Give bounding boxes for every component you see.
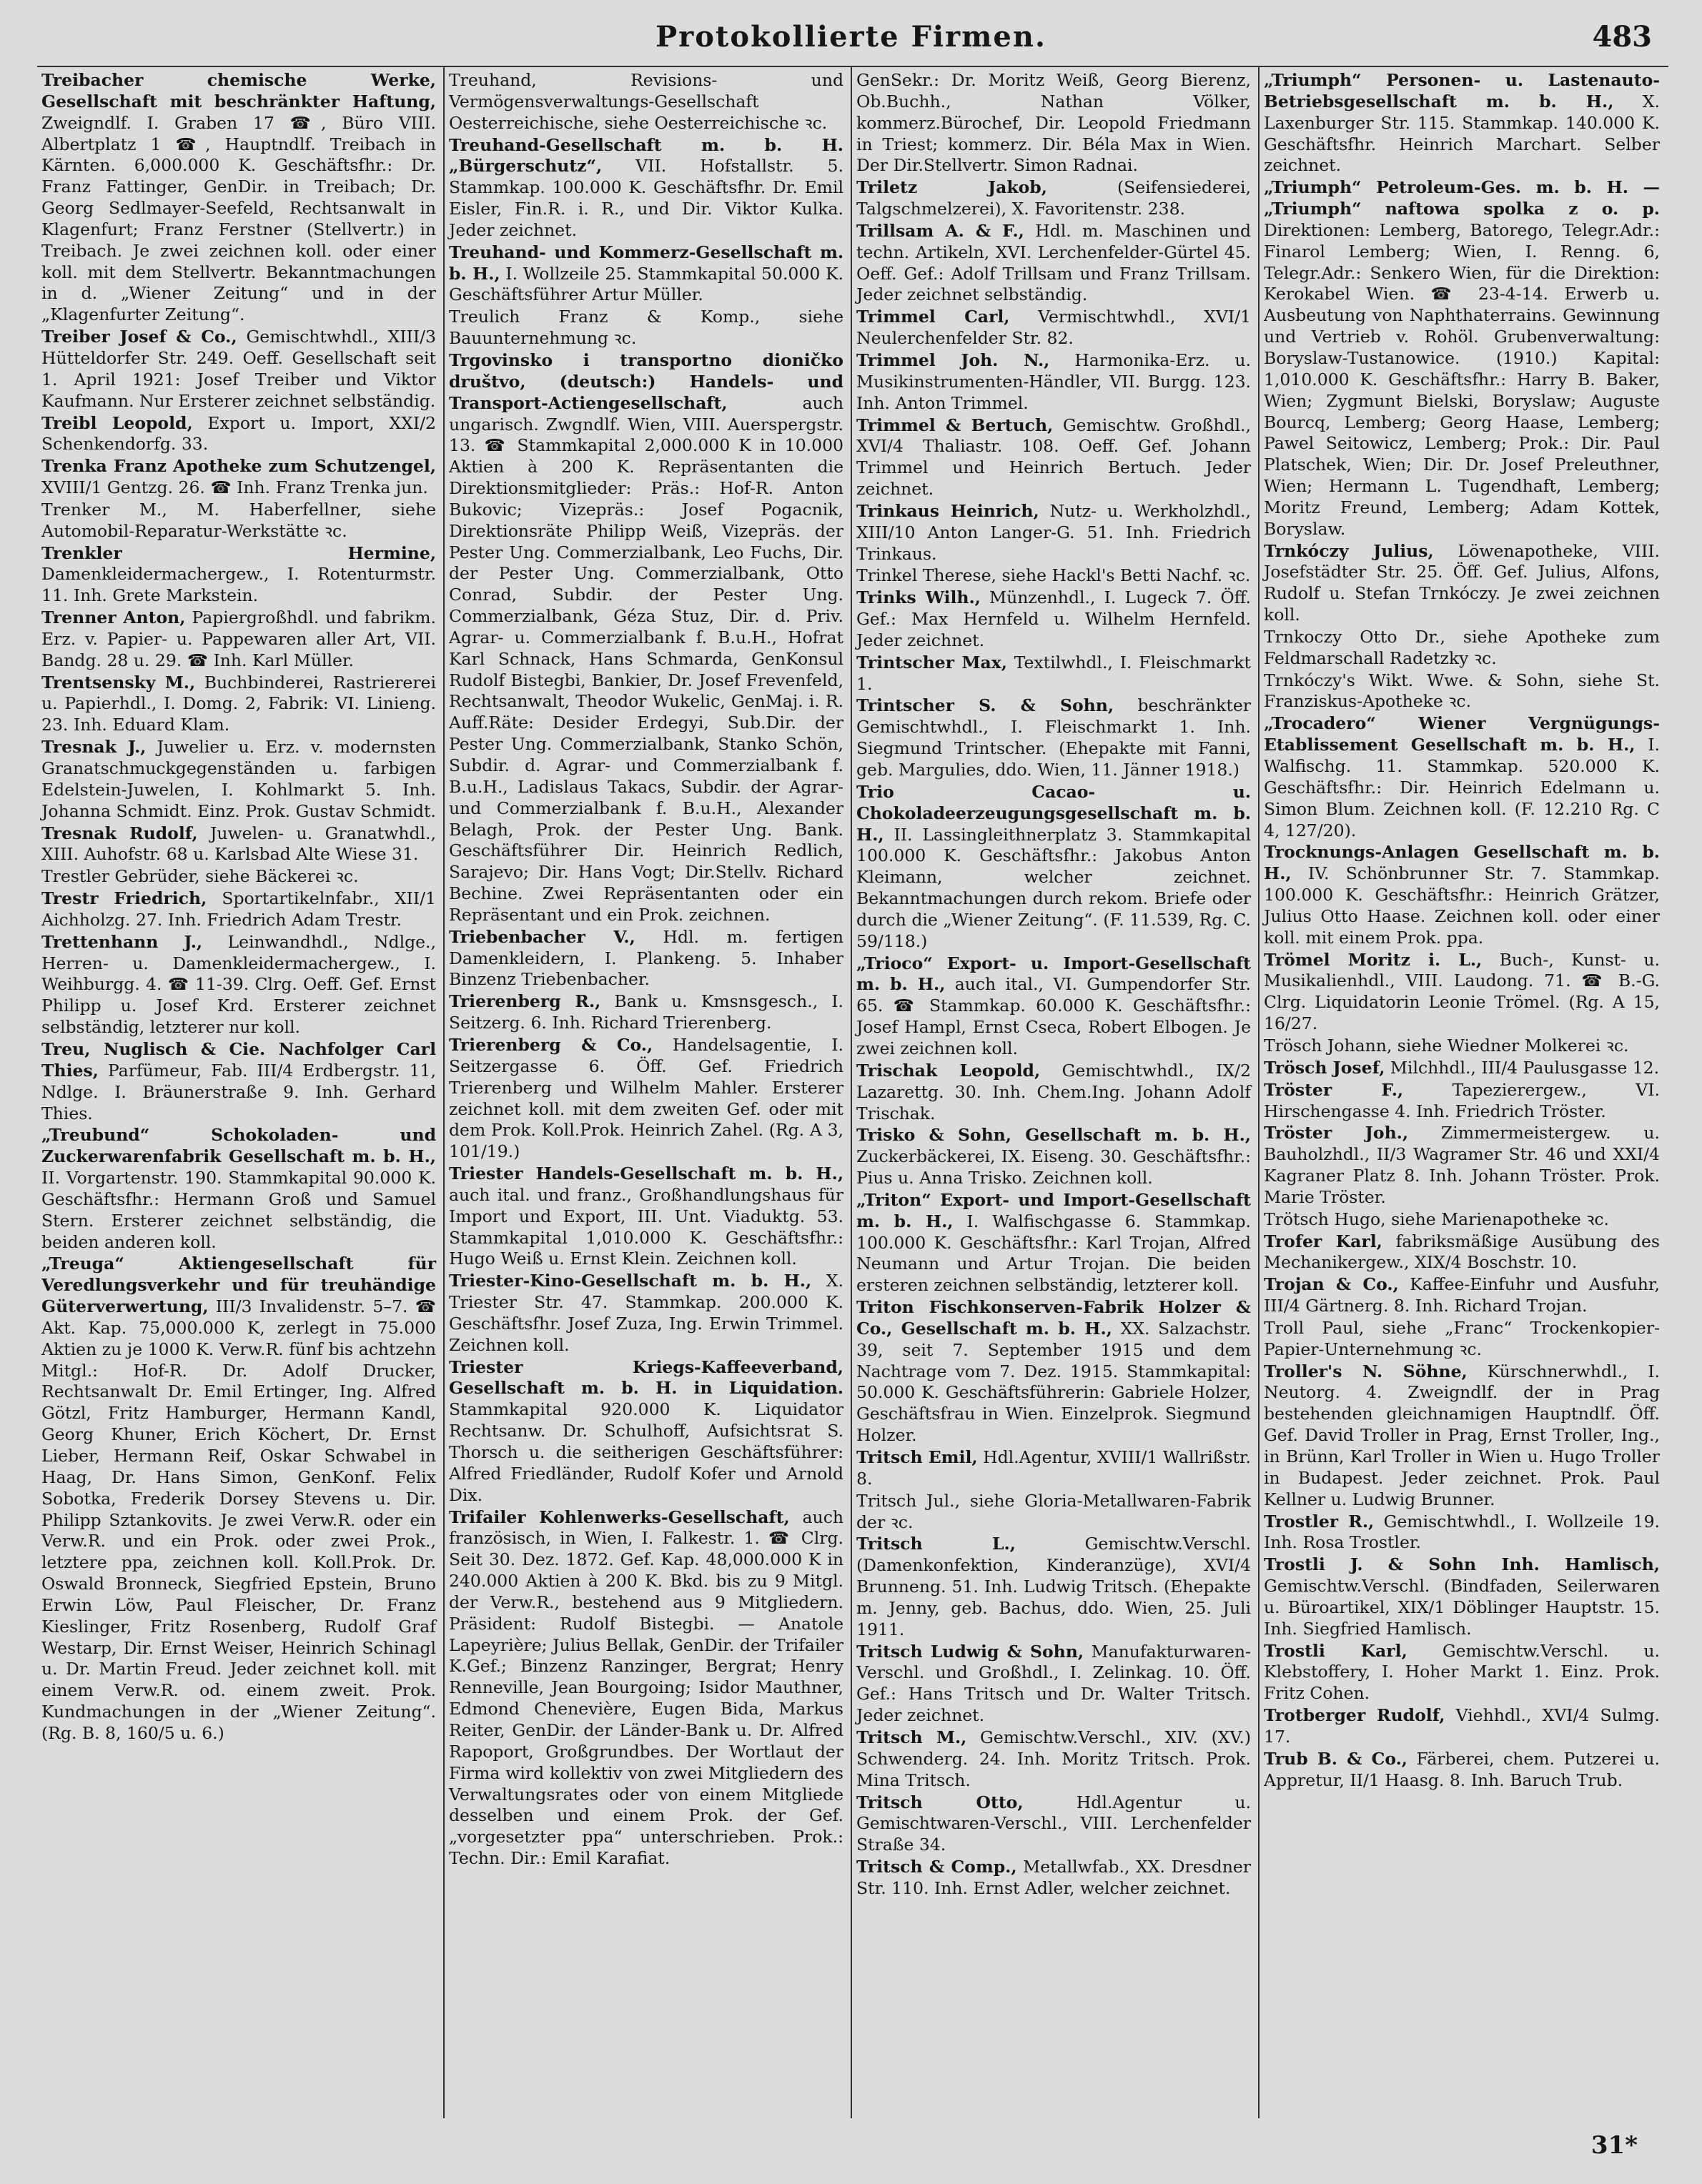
firm-details: Hdl.Agentur u. Gemischtwaren-Verschl., VIII. Lerchenfelder Straße 34.	[856, 1792, 1251, 1855]
directory-columns	[37, 66, 1668, 2118]
firm-details: Viehhdl., XVI/4 Sulmg. 17.	[1264, 1705, 1660, 1747]
firm-entry	[856, 70, 1251, 177]
column-3	[852, 67, 1260, 2118]
firm-entry	[1264, 1749, 1660, 1792]
printer-signature-mark: 31*	[1590, 2131, 1638, 2160]
firm-name: Triebenbacher V.,	[449, 926, 635, 947]
firm-name: Tresnak Rudolf,	[41, 823, 198, 843]
firm-entry	[1264, 541, 1660, 626]
firm-entry	[449, 1507, 843, 1870]
firm-details: Trösch Johann, siehe Wiedner Molkerei ꝛc.	[1264, 1035, 1629, 1056]
firm-name: Trentsensky M.,	[41, 672, 196, 693]
firm-entry	[449, 1357, 843, 1507]
firm-name: Trostler R.,	[1264, 1511, 1375, 1532]
firm-name: „Treuga“ Aktiengesellschaft für Veredlungsverkehr und für treuhändige Güterverwertung,	[41, 1254, 436, 1317]
firm-name: Tritsch Ludwig & Sohn,	[856, 1641, 1084, 1662]
firm-entry	[449, 991, 843, 1034]
firm-name: Trojan & Co.,	[1264, 1274, 1399, 1295]
firm-details: Troll Paul, siehe „Franc“ Trockenkopier-Papier-Unternehmung ꝛc.	[1264, 1317, 1660, 1359]
firm-details: Buchbinderei, Rastriererei u. Papierhdl., I. Domg. 2, Fabrik: VI. Linieng. 23. Inh. Eduard Klam.	[41, 672, 436, 735]
firm-entry	[856, 652, 1251, 695]
firm-name: Trimmel Carl,	[856, 307, 1010, 327]
firm-name: Trintscher Max,	[856, 652, 1007, 672]
firm-entry	[1264, 1080, 1660, 1123]
firm-details: VII. Hofstallstr. 5. Stammkap. 100.000 K. Geschäftsfhr. Dr. Emil Eisler, Fin.R. i. R., und Dir. Viktor Kulka. Jeder zeichnet.	[449, 156, 843, 240]
firm-details: XVIII/1 Gentzg. 26. ☎ Inh. Franz Trenka jun.	[41, 477, 428, 498]
firm-entry	[449, 1271, 843, 1356]
firm-name: Tritsch Otto,	[856, 1792, 1024, 1812]
firm-name: Trierenberg R.,	[449, 991, 601, 1012]
firm-details: Gemischtwhdl., XIII/3 Hütteldorfer Str. 249. Oeff. Gesellschaft seit 1. April 1921: Josef Treiber und Viktor Kaufmann. Nur Ersterer zeichnet selbständig.	[41, 327, 436, 411]
firm-name: Treibl Leopold,	[41, 412, 193, 433]
firm-entry	[41, 672, 436, 737]
firm-name: Treuhand-Gesellschaft m. b. H. „Bürgerschutz“,	[449, 134, 843, 177]
firm-name: Triton Fischkonserven-Fabrik Holzer & Co., Gesellschaft m. b. H.,	[856, 1297, 1251, 1339]
firm-details: IV. Schönbrunner Str. 7. Stammkap. 100.000 K. Geschäftsfhr.: Heinrich Grätzer, Julius Otto Haase. Zeichnen koll. oder einer koll. mit einem Prok. ppa.	[1264, 863, 1660, 948]
firm-details: Treuhand, Revisions- und Vermögensverwaltungs-Gesellschaft Oesterreichische, siehe Oesterreichische ꝛc.	[449, 70, 843, 133]
firm-entry	[41, 888, 436, 931]
firm-entry	[1264, 713, 1660, 841]
firm-details: Bank u. Kmsnsgesch., I. Seitzerg. 6. Inh. Richard Trierenberg.	[449, 991, 843, 1033]
firm-entry	[41, 1125, 436, 1253]
firm-details: Tritsch Jul., siehe Gloria-Metallwaren-Fabrik der ꝛc.	[856, 1490, 1251, 1532]
firm-details: Milchhdl., III/4 Paulusgasse 12.	[1390, 1057, 1660, 1078]
firm-entry	[856, 221, 1251, 306]
firm-details: Gemischtw.Verschl. (Damenkonfektion, Kinderanzüge), XVI/4 Brunneng. 51. Inh. Ludwig Tritsch. (Ehepakte m. Jenny, geb. Bachus, ddo. Wien, 25. Juli 1911.	[856, 1534, 1251, 1639]
firm-details: Export u. Import, XXI/2 Schenkendorfg. 33.	[41, 412, 436, 455]
firm-details: Metallwfab., XX. Dresdner Str. 110. Inh. Ernst Adler, welcher zeichnet.	[856, 1857, 1251, 1898]
firm-entry	[856, 1857, 1251, 1900]
firm-details: Kaffee-Einfuhr und Ausfuhr, III/4 Gärtnerg. 8. Inh. Richard Trojan.	[1264, 1274, 1660, 1316]
firm-entry	[856, 1792, 1251, 1857]
firm-details: (Seifensiederei, Talgschmelzerei), X. Favoritenstr. 238.	[856, 177, 1251, 219]
firm-details: I. Walfischg. 11. Stammkap. 520.000 K. Geschäftsfhr.: Dir. Heinrich Edelmann u. Simon Blum. Zeichnen koll. (F. 12.210 Rg. C 4, 127/20).	[1264, 735, 1660, 840]
firm-name: Triester Handels-Gesellschaft m. b. H.,	[449, 1163, 843, 1184]
firm-name: Trenner Anton,	[41, 607, 186, 628]
firm-name: Tritsch L.,	[856, 1534, 1016, 1554]
firm-entry	[1264, 842, 1660, 948]
firm-details: auch französisch, in Wien, I. Falkestr. 1. ☎ Clrg. Seit 30. Dez. 1872. Gef. Kap. 48,000.000 K in 240.000 Aktien à 200 K. Bkd. bis zu 9 Mitgl. der Verw.R., bestehend aus 9 Mitgliedern. Präsident: Rudolf Bistegbi. — Anatole Lapeyrière; Julius Bellak, GenDir. der Trifailer K.Gef.; Binzenz Ranzinger, Bergrat; Henry Renneville, Jean Bourgoing; Isidor Mauthner, Edmond Chenevière, Eugen Bida, Markus Reiter, GenDir. der Länder-Bank u. Dr. Alfred Rapoport, Großgrundbes. Der Wortlaut der Firma wird kollektiv von zwei Mitgliedern des Verwaltungsrates oder von einem Mitgliede desselben und einem Prok. der Gef. „vorgesetzter ppa“ unterschrieben. Prok.: Techn. Dir.: Emil Karafiat.	[449, 1507, 843, 1869]
firm-entry	[856, 1447, 1251, 1490]
firm-entry	[449, 307, 843, 349]
firm-entry	[41, 932, 436, 1038]
firm-details: Juwelier u. Erz. v. modernsten Granatschmuckgegenständen u. farbigen Edelstein-Juwelen, I. Kohlmarkt 5. Inh. Johanna Schmidt. Einz. Prok. Gustav Schmidt.	[41, 737, 436, 821]
firm-details: auch ital., VI. Gumpendorfer Str. 65. ☎ Stammkap. 60.000 K. Geschäftsfhr.: Josef Hampl, Ernst Cseca, Robert Elbogen. Je zwei zeichnen koll.	[856, 974, 1251, 1058]
firm-entry	[856, 350, 1251, 415]
firm-details: Juwelen- u. Granatwhdl., XIII. Auhofstr. 68 u. Karlsbad Alte Wiese 31.	[41, 823, 436, 865]
firm-details: Münzenhdl., I. Lugeck 7. Öff. Gef.: Max Hernfeld u. Wilhelm Hernfeld. Jeder zeichnet.	[856, 587, 1251, 650]
firm-entry	[449, 70, 843, 134]
firm-entry	[41, 500, 436, 542]
firm-details: XX. Salzachstr. 39, seit 7. September 1915 und dem Nachtrage vom 7. Dez. 1915. Stammkapital: 50.000 K. Geschäftsführerin: Gabriele Holzer, Geschäftsfrau in Wien. Einzelprok. Siegmund Holzer.	[856, 1318, 1251, 1446]
firm-details: Gemischtw.Verschl., XIV. (XV.) Schwenderg. 24. Inh. Moritz Tritsch. Prok. Mina Tritsch.	[856, 1727, 1251, 1790]
firm-name: „Triumph“ Personen- u. Lastenauto-Betriebsgesellschaft m. b. H.,	[1264, 70, 1660, 111]
firm-entry	[856, 1534, 1251, 1640]
firm-name: Trocknungs-Anlagen Gesellschaft m. b. H.,	[1264, 842, 1660, 884]
firm-entry	[1264, 1318, 1660, 1361]
firm-entry	[856, 695, 1251, 780]
column-2	[445, 67, 852, 2118]
firm-name: Trotberger Rudolf,	[1264, 1705, 1445, 1726]
column-4	[1260, 67, 1667, 2118]
firm-name: Trimmel Joh. N.,	[856, 349, 1050, 370]
firm-entry	[1264, 1361, 1660, 1511]
firm-name: Trischak Leopold,	[856, 1060, 1041, 1081]
firm-name: Tritsch Emil,	[856, 1447, 978, 1467]
firm-name: „Triton“ Export- und Import-Gesellschaft m. b. H.,	[856, 1189, 1251, 1231]
firm-entry	[1264, 1554, 1660, 1639]
firm-entry	[1264, 627, 1660, 670]
firm-name: Trenkler Hermine,	[41, 542, 436, 563]
firm-name: Triester Kriegs-Kaffeeverband, Gesellschaft m. b. H. in Liquidation.	[449, 1356, 843, 1399]
firm-entry	[1264, 177, 1660, 540]
firm-name: Tritsch & Comp.,	[856, 1857, 1017, 1877]
firm-details: Tapezierergew., VI. Hirschengasse 4. Inh. Friedrich Tröster.	[1264, 1079, 1660, 1121]
firm-details: Kürschnerwhdl., I. Neutorg. 4. Zweigndlf. der in Prag bestehenden gleichnamigen Hauptndlf. Öff. Gef. David Troller in Prag, Ernst Troller, Ing., in Brünn, Karl Troller in Wien u. Hugo Troller in Budapest. Jeder zeichnet. Prok. Paul Kellner u. Ludwig Brunner.	[1264, 1361, 1661, 1509]
firm-details: Gemischtw. Großhdl., XVI/4 Thaliastr. 108. Oeff. Gef. Johann Trimmel und Heinrich Bertuch. Jeder zeichnet.	[856, 415, 1251, 500]
firm-name: Trostli J. & Sohn Inh. Hamlisch,	[1264, 1554, 1660, 1575]
firm-entry	[856, 782, 1251, 953]
firm-name: Trierenberg & Co.,	[449, 1034, 653, 1055]
firm-entry	[449, 1035, 843, 1163]
firm-name: Trnkóczy Julius,	[1264, 540, 1434, 561]
firm-name: „Treubund“ Schokoladen- und Zuckerwarenfabrik Gesellschaft m. b. H.,	[41, 1125, 436, 1167]
firm-entry	[856, 1491, 1251, 1534]
firm-details: Trestler Gebrüder, siehe Bäckerei ꝛc.	[41, 866, 359, 887]
firm-entry	[856, 953, 1251, 1060]
firm-details: Trinkel Therese, siehe Hackl's Betti Nachf. ꝛc.	[856, 565, 1251, 586]
firm-name: Trinks Wilh.,	[856, 587, 981, 608]
page-number: 483	[1592, 20, 1652, 54]
firm-details: Trnkóczy's Wikt. Wwe. & Sohn, siehe St. Franziskus-Apotheke ꝛc.	[1264, 670, 1660, 712]
firm-details: auch ungarisch. Zwgndlf. Wien, VIII. Auerspergstr. 13. ☎ Stammkapital 2,000.000 K in 10.000 Aktien à 200 K. Repräsentanten die Direktionsmitglieder: Präs.: Hof-R. Anton Bukovic; Vizepräs.: Josef Pogacnik, Direktionsräte Philipp Weiß, Vizepräs. der Pester Ung. Commerzialbank, Leo Fuchs, Dir. der Pester Ung. Commerzialbank, Otto Conrad, Subdir. der Pester Ung. Commerzialbank, Géza Stuz, Dir. d. Priv. Agrar- u. Commerzialbank f. B.u.H., Hofrat Karl Schnack, Hans Schmarda, GenKonsul Rudolf Bistegbi, Bankier, Dr. Josef Frevenfeld, Rechtsanwalt, Theodor Wukelic, GenMaj. i. R. Auff.Räte: Desider Erdegyi, Sub.Dir. der Pester Ung. Commerzialbank, Stanko Schön, Subdir. d. Agrar- und Commerzialbank f. B.u.H., Ladislaus Takacs, Subdir. der Agrar- und Commerzialbank f. B.u.H., Alexander Belagh, Prok. der Pester Ung. Bank. Geschäftsführer Dir. Heinrich Redlich, Sarajevo; Dir. Hans Vogt; Dir.Stellv. Richard Bechine. Zwei Repräsentanten oder ein Repräsentant und ein Prok. zeichnen.	[449, 392, 843, 925]
firm-entry	[41, 737, 436, 822]
firm-entry	[449, 927, 843, 991]
firm-name: „Trocadero“ Wiener Vergnügungs-Etablissement Gesellschaft m. b. H.,	[1264, 713, 1660, 755]
firm-entry	[41, 607, 436, 672]
firm-entry	[856, 587, 1251, 652]
firm-name: Triletz Jakob,	[856, 177, 1047, 198]
firm-entry	[41, 866, 436, 888]
firm-name: Treu, Nuglisch & Cie. Nachfolger Carl Thies,	[41, 1038, 436, 1081]
firm-name: Treiber Josef & Co.,	[41, 327, 237, 347]
firm-name: Tritsch M.,	[856, 1727, 967, 1747]
firm-details: Zuckerbäckerei, IX. Eiseng. 30. Geschäftsfhr.: Pius u. Anna Trisko. Zeichnen koll.	[856, 1146, 1251, 1188]
firm-name: Trio Cacao- u. Chokoladeerzeugungsgesellschaft m. b. H.,	[856, 781, 1251, 845]
firm-entry	[856, 177, 1251, 220]
firm-details: I. Walfischgasse 6. Stammkap. 100.000 K. Geschäftsfhr.: Karl Trojan, Alfred Neumann und Artur Trojan. Die beiden ersteren zeichnen selbständig, letzterer koll.	[856, 1211, 1251, 1296]
firm-details: GenSekr.: Dr. Moritz Weiß, Georg Bierenz, Ob.Buchh., Nathan Völker, kommerz.Bürochef, Dir. Leopold Friedmann in Triest; kommerz. Dir. Béla Max in Wien. Der Dir.Stellvertr. Simon Radnai.	[856, 70, 1251, 176]
firm-name: Trisko & Sohn, Gesellschaft m. b. H.,	[856, 1125, 1251, 1146]
firm-entry	[41, 456, 436, 499]
firm-name: Treibacher chemische Werke, Gesellschaft mit beschränkter Haftung,	[41, 70, 436, 111]
firm-entry	[1264, 1209, 1660, 1231]
firm-details: Nutz- u. Werkholzhdl., XIII/10 Anton Langer-G. 51. Inh. Friedrich Trinkaus.	[856, 500, 1251, 564]
firm-entry	[856, 1125, 1251, 1189]
firm-details: beschränkter Gemischtwhdl., I. Fleischmarkt 1. Inh. Siegmund Trintscher. (Ehepakte mit Fanni, geb. Margulies, ddo. Wien, 11. Jänner 1918.)	[856, 695, 1251, 780]
firm-entry	[41, 413, 436, 456]
firm-details: Direktionen: Lemberg, Batorego, Telegr.Adr.: Finarol Lemberg; Wien, I. Renng. 6, Telegr.Adr.: Senkero Wien, für die Direktion: Kerokabel Wien. ☎ 23-4-14. Erwerb u. Ausbeutung von Naphthaterrains. Gewinnung und Vertrieb v. Rohöl. Grubenverwaltung: Boryslaw-Tustanowice. (1910.) Kapital: 1,010.000 K. Geschäftsfhr.: Harry B. Baker, Wien; Zygmunt Bielski, Boryslaw; Auguste Bourcq, Lemberg; Georg Haase, Lemberg; Pawel Seitowicz, Lemberg; Prok.: Dir. Paul Platschek, Wien; Dir. Dr. Josef Preleuthner, Wien; Hermann L. Tugendhaft, Lemberg; Moritz Freund, Lemberg; Adam Kottek, Boryslaw.	[1264, 219, 1660, 539]
firm-name: Trestr Friedrich,	[41, 888, 207, 909]
firm-name: Trettenhann J.,	[41, 931, 203, 952]
firm-entry	[1264, 950, 1660, 1035]
firm-name: Trömel Moritz i. L.,	[1264, 949, 1483, 970]
firm-entry	[856, 1642, 1251, 1727]
firm-name: Trgovinsko i transportno dioničko društvo, (deutsch:) Handels- und Transport-Actiengesellschaft,	[449, 349, 843, 413]
firm-name: Trimmel & Bertuch,	[856, 415, 1054, 435]
firm-entry	[449, 135, 843, 242]
firm-entry	[1264, 1123, 1660, 1208]
firm-entry	[856, 501, 1251, 565]
firm-details: Parfümeur, Fab. III/4 Erdbergstr. 11, Ndlge. I. Bräunerstraße 9. Inh. Gerhard Thies.	[41, 1060, 436, 1123]
firm-details: II. Vorgartenstr. 190. Stammkapital 90.000 K. Geschäftsfhr.: Hermann Groß und Samuel Stern. Ersterer zeichnet selbständig, die beiden anderen koll.	[41, 1168, 436, 1252]
firm-details: II. Lassingleithnerplatz 3. Stammkapital 100.000 K. Geschäftsfhr.: Jakobus Anton Kleimann, welcher zeichnet. Bekanntmachungen durch rekom. Briefe oder durch die „Wiener Zeitung“. (F. 11.539, Rg. C. 59/118.)	[856, 824, 1251, 951]
firm-name: Trofer Karl,	[1264, 1231, 1382, 1251]
firm-name: Tröster F.,	[1264, 1079, 1404, 1100]
firm-name: Trillsam A. & F.,	[856, 220, 1024, 241]
firm-name: Trifailer Kohlenwerks-Gesellschaft,	[449, 1507, 790, 1527]
firm-details: Trötsch Hugo, siehe Marienapotheke ꝛc.	[1264, 1208, 1610, 1229]
firm-details: Papiergroßhdl. und fabrikm. Erz. v. Papier- u. Pappewaren aller Art, VII. Bandg. 28 u. 29. ☎ Inh. Karl Müller.	[41, 607, 436, 670]
firm-name: Triester-Kino-Gesellschaft m. b. H.,	[449, 1271, 812, 1291]
firm-name: Trinkaus Heinrich,	[856, 500, 1039, 521]
firm-details: Buch-, Kunst- u. Musikalienhdl., VIII. Laudong. 71. ☎ B.-G. Clrg. Liquidatorin Leonie Trömel. (Rg. A 15, 16/27.	[1264, 949, 1660, 1034]
firm-name: „Trioco“ Export- u. Import-Gesellschaft m. b. H.,	[856, 953, 1251, 995]
firm-name: Treuhand- und Kommerz-Gesellschaft m. b. H.,	[449, 242, 843, 284]
firm-entry	[1264, 1274, 1660, 1317]
firm-details: Trnkoczy Otto Dr., siehe Apotheke zum Feldmarschall Radetzky ꝛc.	[1264, 626, 1660, 668]
firm-details: Gemischtw.Verschl. (Bindfaden, Seilerwaren u. Büroartikel, XIX/1 Döblinger Hauptstr. 15. Inh. Siegfried Hamlisch.	[1264, 1576, 1660, 1639]
firm-entry	[41, 543, 436, 607]
firm-details: Löwenapotheke, VIII. Josefstädter Str. 25. Öff. Gef. Julius, Alfons, Rudolf u. Stefan Trnkóczy. Je zwei zeichnen koll.	[1264, 540, 1660, 625]
firm-entry	[449, 242, 843, 307]
firm-details: Harmonika-Erz. u. Musikinstrumenten-Händler, VII. Burgg. 123. Inh. Anton Trimmel.	[856, 349, 1251, 413]
firm-entry	[41, 1039, 436, 1124]
firm-name: Trintscher S. & Sohn,	[856, 695, 1114, 716]
firm-entry	[1264, 1512, 1660, 1554]
firm-entry	[41, 823, 436, 866]
firm-details: Färberei, chem. Putzerei u. Appretur, II/1 Haasg. 8. Inh. Baruch Trub.	[1264, 1748, 1660, 1790]
firm-entry	[1264, 1036, 1660, 1057]
firm-details: Stammkapital 920.000 K. Liquidator Rechtsanw. Dr. Schulhoff, Aufsichtsrat S. Thorsch u. die seitherigen Geschäftsführer: Alfred Friedländer, Rudolf Kofer und Arnold Dix.	[449, 1399, 843, 1505]
running-title: Protokollierte Firmen.	[655, 20, 1047, 54]
firm-details: Hdl.Agentur, XVIII/1 Wallrißstr. 8.	[856, 1447, 1251, 1489]
firm-details: Gemischtw.Verschl. u. Klebstoffery, I. Hoher Markt 1. Einz. Prok. Fritz Cohen.	[1264, 1640, 1660, 1704]
firm-details: Textilwhdl., I. Fleischmarkt 1.	[856, 652, 1251, 694]
firm-name: Trenka Franz Apotheke zum Schutzengel,	[41, 456, 436, 477]
firm-entry	[449, 350, 843, 926]
firm-name: „Triumph“ Petroleum-Ges. m. b. H. — „Triumph“ naftowa spolka z o. p.	[1264, 177, 1660, 219]
firm-details: Gemischtwhdl., IX/2 Lazarettg. 30. Inh. Chem.Ing. Johann Adolf Trischak.	[856, 1060, 1251, 1123]
firm-name: Trösch Josef,	[1264, 1057, 1385, 1078]
firm-entry	[1264, 1058, 1660, 1079]
firm-details: Leinwandhdl., Ndlge., Herren- u. Damenkleidermachergew., I. Weihburgg. 4. ☎ 11-39. Clrg. Oeff. Gef. Ernst Philipp u. Josef Krd. Ersterer zeichnet selbständig, letzterer nur koll.	[41, 931, 436, 1038]
firm-details: Damenkleidermachergew., I. Rotenturmstr. 11. Inh. Grete Markstein.	[41, 564, 436, 606]
firm-details: auch ital. und franz., Großhandlungshaus für Import und Export, III. Unt. Viaduktg. 53. Stammkapital 1,010.000 K. Geschäftsfhr.: Hugo Weiß u. Ernst Klein. Zeichnen koll.	[449, 1184, 843, 1269]
firm-details: Handelsagentie, I. Seitzergasse 6. Öff. Gef. Friedrich Trierenberg und Wilhelm Mahler. Ersterer zeichnet koll. mit dem zweiten Gef. oder mit dem Prok. Koll.Prok. Heinrich Zahel. (Rg. A 3, 101/19.)	[449, 1034, 843, 1162]
firm-details: I. Wollzeile 25. Stammkapital 50.000 K. Geschäftsführer Artur Müller.	[449, 263, 843, 305]
firm-details: Hdl. m. fertigen Damenkleidern, I. Plankeng. 5. Inhaber Binzenz Triebenbacher.	[449, 926, 843, 990]
firm-details: Hdl. m. Maschinen und techn. Artikeln, XVI. Lerchenfelder-Gürtel 45. Oeff. Gef.: Adolf Trillsam und Franz Trillsam. Jeder zeichnet selbständig.	[856, 220, 1251, 305]
firm-details: Trenker M., M. Haberfellner, siehe Automobil-Reparatur-Werkstätte ꝛc.	[41, 499, 436, 541]
firm-details: X. Laxenburger Str. 115. Stammkap. 140.000 K. Geschäftsfhr. Heinrich Marchart. Selber zeichnet.	[1264, 91, 1660, 176]
firm-entry	[1264, 1641, 1660, 1705]
firm-entry	[1264, 1231, 1660, 1274]
firm-entry	[856, 1297, 1251, 1446]
firm-details: Treulich Franz & Komp., siehe Bauunternehmung ꝛc.	[449, 307, 843, 349]
firm-entry	[856, 1061, 1251, 1125]
firm-name: Tresnak J.,	[41, 737, 147, 758]
firm-entry	[856, 565, 1251, 587]
firm-entry	[856, 307, 1251, 349]
firm-entry	[41, 70, 436, 326]
firm-name: Trostli Karl,	[1264, 1640, 1407, 1661]
firm-details: Zimmermeistergew. u. Bauholzhdl., II/3 Wagramer Str. 46 und XXI/4 Kagraner Platz 8. Inh. Johann Tröster. Prok. Marie Tröster.	[1264, 1123, 1660, 1207]
firm-details: fabriksmäßige Ausübung des Mechanikergew., XIX/4 Boschstr. 10.	[1264, 1231, 1660, 1273]
firm-name: Troller's N. Söhne,	[1264, 1361, 1468, 1381]
firm-entry	[41, 327, 436, 412]
column-1	[37, 67, 445, 2118]
firm-details: Manufakturwaren-Verschl. und Großhdl., I. Zelinkag. 10. Öff. Gef.: Hans Tritsch und Dr. Walter Tritsch. Jeder zeichnet.	[856, 1641, 1251, 1726]
firm-name: Tröster Joh.,	[1264, 1123, 1409, 1143]
firm-details: Gemischtwhdl., I. Wollzeile 19. Inh. Rosa Trostler.	[1264, 1511, 1660, 1553]
firm-entry	[856, 1727, 1251, 1792]
firm-details: X. Triester Str. 47. Stammkap. 200.000 K. Geschäftsfhr. Josef Zuza, Ing. Erwin Trimmel. Zeichnen koll.	[449, 1271, 843, 1355]
firm-details: III/3 Invalidenstr. 5–7. ☎ Akt. Kap. 75,000.000 K, zerlegt in 75.000 Aktien zu je 1000 K. Verw.R. fünf bis achtzehn Mitgl.: Hof-R. Dr. Adolf Drucker, Rechtsanwalt Dr. Emil Ertinger, Ing. Alfred Götzl, Fritz Hamburger, Hermann Kandl, Georg Khuner, Erich Köchert, Dr. Ernst Lieber, Hermann Reif, Oskar Schwabel in Haag, Dr. Hans Simon, GenKonf. Felix Sobotka, Frederik Dorsey Stevens u. Dir. Philipp Sztankovits. Je zwei Verw.R. oder ein Verw.R. und ein Prok. oder zwei Prok., letztere ppa, zeichnen koll. Koll.Prok. Dr. Oswald Bronneck, Siegfried Epstein, Bruno Erwin Löw, Paul Fleischer, Dr. Franz Kieslinger, Fritz Rosenberg, Rudolf Graf Westarp, Dir. Ernst Weiser, Heinrich Schinagl u. Dr. Martin Freud. Jeder zeichnet koll. mit einem Verw.R. od. einem zweit. Prok. Kundmachungen in der „Wiener Zeitung“. (Rg. B. 8, 160/5 u. 6.)	[41, 1296, 436, 1743]
firm-details: Sportartikelnfabr., XII/1 Aichholzg. 27. Inh. Friedrich Adam Trestr.	[41, 888, 436, 930]
firm-entry	[856, 1190, 1251, 1296]
firm-entry	[1264, 1705, 1660, 1748]
firm-entry	[1264, 670, 1660, 713]
firm-entry	[41, 1254, 436, 1744]
firm-entry	[856, 415, 1251, 500]
firm-details: Zweigndlf. I. Graben 17 ☎, Büro VIII. Albertplatz 1 ☎, Hauptndlf. Treibach in Kärnten. 6,000.000 K. Geschäftsfhr.: Dr. Franz Fattinger, GenDir. in Treibach; Dr. Georg Sedlmayer-Seefeld, Rechtsanwalt in Klagenfurt; Franz Ferstner (Stellvertr.) in Treibach. Je zwei zeichnen koll. oder einer koll. mit dem Stellvertr. Bekanntmachungen in d. „Wiener Zeitung“ und in der „Klagenfurter Zeitung“.	[41, 112, 436, 325]
firm-details: Vermischtwhdl., XVI/1 Neulerchenfelder Str. 82.	[856, 307, 1251, 349]
firm-name: Trub B. & Co.,	[1264, 1748, 1407, 1769]
firm-entry	[449, 1163, 843, 1270]
firm-entry	[1264, 70, 1660, 177]
